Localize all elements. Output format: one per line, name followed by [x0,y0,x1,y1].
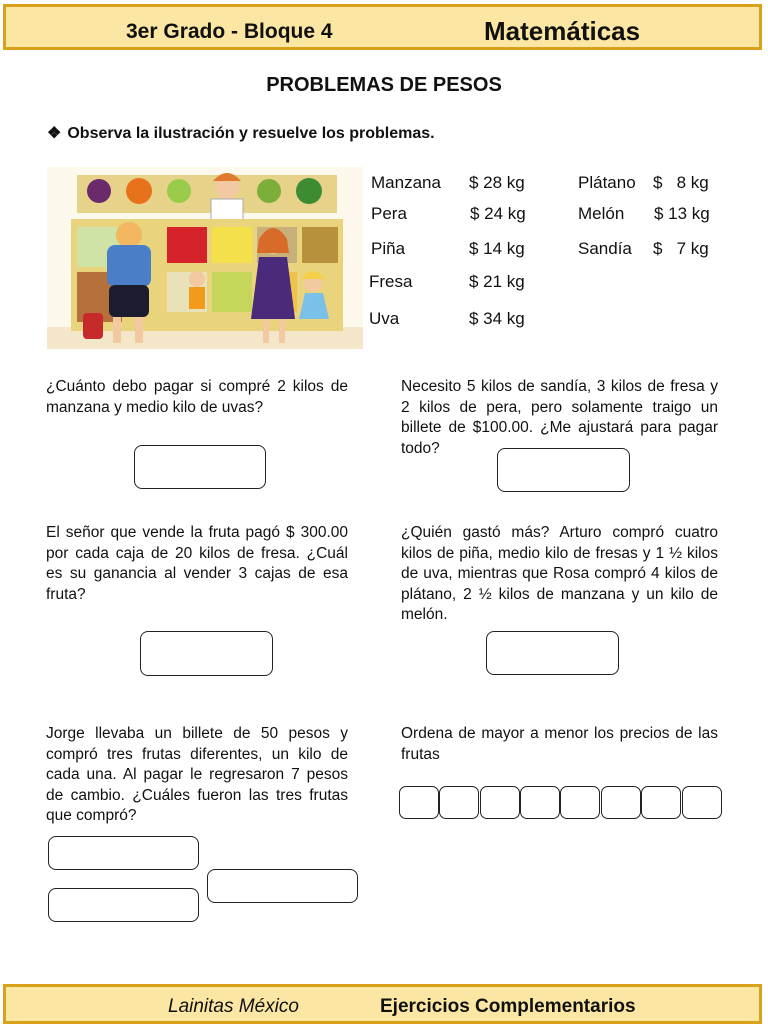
problem-6-text: Ordena de mayor a menor los precios de las frutas [401,725,718,763]
answer-box-5c[interactable] [207,869,358,903]
answer-box-5b[interactable] [48,888,199,922]
answer-box-5a[interactable] [48,836,199,870]
fruit-name: Fresa [369,272,413,291]
fruit-name: Plátano [578,173,636,192]
fruit-price: $ 8 kg [653,173,709,192]
fruit-name: Pera [371,204,407,223]
diamond-bullet-icon: ❖ [47,125,62,142]
problem-1-text: ¿Cuánto debo pagar si compré 2 kilos de manzana y medio kilo de uvas? [46,378,348,416]
order-cell[interactable] [520,786,560,819]
problem-3-text: El señor que vende la fruta pagó $ 300.00 por cada caja de 20 kilos de fresa. ¿Cuál es su ganancia al vender 3 cajas de esa fruta? [46,524,348,603]
fruit-name: Piña [371,239,406,258]
fruit-price: $ 13 kg [654,204,710,223]
order-cell[interactable] [560,786,600,819]
series-label: Ejercicios Complementarios [380,996,636,1017]
order-cell[interactable] [641,786,681,819]
problem-5-text: Jorge llevaba un billete de 50 pesos y compró tres frutas diferentes, un kilo de cada una. Al pagar le regresaron 7 pesos de cambio. ¿Cuáles fueron las tres frutas que compró? [46,725,348,824]
order-cell[interactable] [682,786,722,819]
fruit-name: Uva [369,309,400,328]
fruit-name: Manzana [371,173,441,192]
fruit-stand-illustration [47,167,363,349]
author-label: Lainitas México [168,996,299,1017]
fruit-price: $ 21 kg [469,272,525,291]
order-cell[interactable] [439,786,479,819]
order-cell[interactable] [601,786,641,819]
answer-box-4[interactable] [486,631,619,675]
order-cell[interactable] [399,786,439,819]
fruit-price: $ 28 kg [469,173,525,192]
fruit-name: Melón [578,204,625,223]
instruction-text: Observa la ilustración y resuelve los problemas. [67,125,435,142]
answer-box-3[interactable] [140,631,273,676]
answer-box-1[interactable] [134,445,266,489]
problem-4-text: ¿Quién gastó más? Arturo compró cuatro kilos de piña, medio kilo de fresas y 1 ½ kilos de uva, mientras que Rosa compró 4 kilos de plátano, 2 ½ kilos de manzana y un kilo de melón. [401,524,718,623]
answer-box-2[interactable] [497,448,630,492]
fruit-price: $ 14 kg [469,239,525,258]
fruit-price: $ 24 kg [470,204,526,223]
instruction [47,123,435,143]
problem-2-text: Necesito 5 kilos de sandía, 3 kilos de fresa y 2 kilos de pera, pero solamente traigo un billete de $100.00. ¿Me ajustará para pagar todo? [401,378,718,457]
page-title: PROBLEMAS DE PESOS [266,74,502,96]
footer-banner [3,984,762,1024]
header-banner [3,4,762,50]
fruit-price: $ 7 kg [653,239,709,258]
order-cell[interactable] [480,786,520,819]
subject-label: Matemáticas [484,16,641,46]
fruit-name: Sandía [578,239,632,258]
grade-block-label: 3er Grado - Bloque 4 [126,20,333,43]
fruit-price: $ 34 kg [469,309,525,328]
